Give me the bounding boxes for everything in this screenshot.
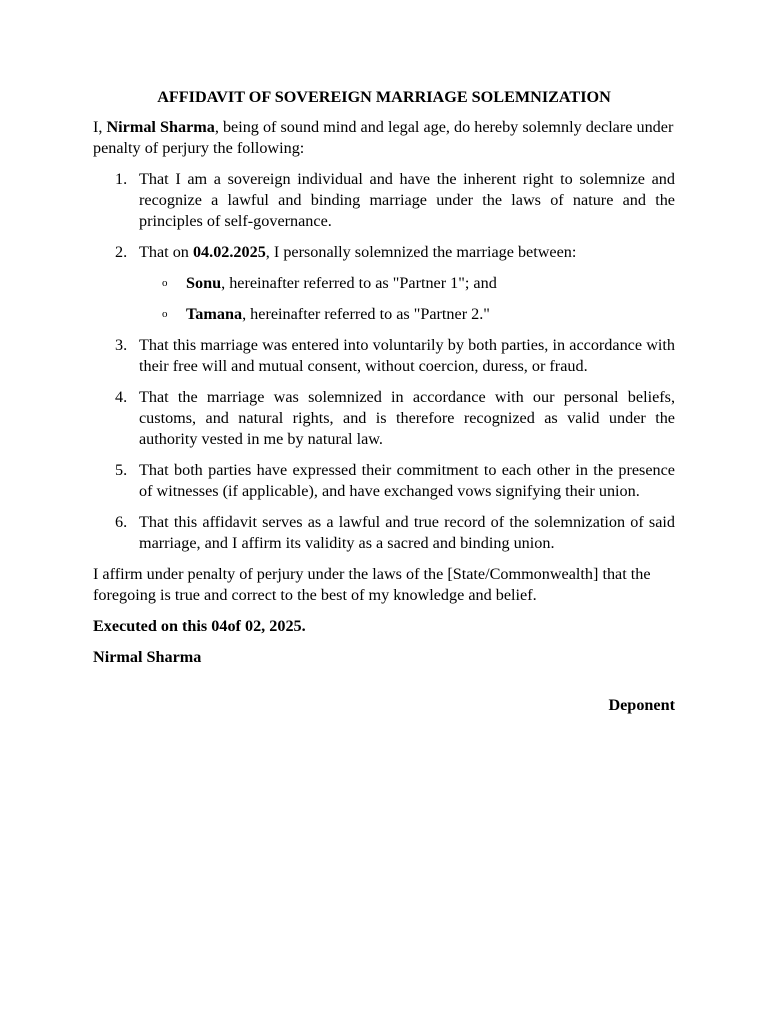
clause-number: 5. [115, 461, 128, 479]
partner-2-item [139, 304, 675, 325]
clause-number: 6. [115, 513, 128, 531]
declarant-name: Nirmal Sharma [106, 118, 215, 136]
marriage-date: 04.02.2025 [192, 243, 266, 261]
clause-text: That this marriage was entered into voluntarily by both parties, in accordance with their free will and mutual consent, without coercion, duress, or fraud. [139, 336, 675, 375]
clause-text: That both parties have expressed their commitment to each other in the presence of witnesses (if applicable), and have exchanged vows signifying their union. [139, 461, 675, 500]
clause-5 [93, 460, 675, 502]
clause-4 [93, 387, 675, 450]
partner-1-name: Sonu [186, 274, 222, 292]
clause-2-prefix: That on [139, 243, 193, 261]
partner-1-item [139, 273, 675, 294]
clause-1 [93, 169, 675, 232]
partner-1-text: , hereinafter referred to as "Partner 1"; and [221, 274, 497, 292]
clause-6 [93, 512, 675, 554]
clause-text: That I am a sovereign individual and have the inherent right to solemnize and recognize a lawful and binding marriage under the laws of nature and the principles of self-governance. [139, 170, 675, 230]
partner-list [139, 273, 675, 325]
clause-2 [93, 242, 675, 325]
partner-2-name: Tamana [186, 305, 243, 323]
deponent-label: Deponent [608, 696, 675, 714]
intro-prefix: I, [93, 118, 107, 136]
clause-number: 2. [115, 243, 128, 261]
clause-text: That the marriage was solemnized in accordance with our personal beliefs, customs, and natural rights, and is therefore recognized as valid under the authority vested in me by natural law. [139, 388, 675, 448]
clause-2-suffix: , I personally solemnized the marriage between: [265, 243, 577, 261]
document-title: AFFIDAVIT OF SOVEREIGN MARRIAGE SOLEMNIZATION [157, 88, 611, 106]
clause-list [93, 169, 675, 554]
clause-number: 4. [115, 388, 128, 406]
clause-3 [93, 335, 675, 377]
affidavit-document [93, 86, 675, 716]
circle-bullet-icon: o [162, 308, 168, 320]
clause-number: 1. [115, 170, 128, 188]
clause-number: 3. [115, 336, 128, 354]
intro-paragraph [93, 117, 675, 159]
execution-date-line: Executed on this 04of 02, 2025. [93, 617, 306, 635]
signer-name: Nirmal Sharma [93, 648, 202, 666]
clause-text: That this affidavit serves as a lawful and true record of the solemnization of said marriage, and I affirm its validity as a sacred and binding union. [139, 513, 675, 552]
circle-bullet-icon: o [162, 277, 168, 289]
partner-2-text: , hereinafter referred to as "Partner 2." [242, 305, 490, 323]
affirmation-paragraph: I affirm under penalty of perjury under the laws of the [State/Commonwealth] that the foregoing is true and correct to the best of my knowledge and belief. [93, 565, 651, 604]
intro-suffix: , being of sound mind and legal age, do hereby solemnly declare under penalty of perjury the following: [93, 118, 674, 157]
